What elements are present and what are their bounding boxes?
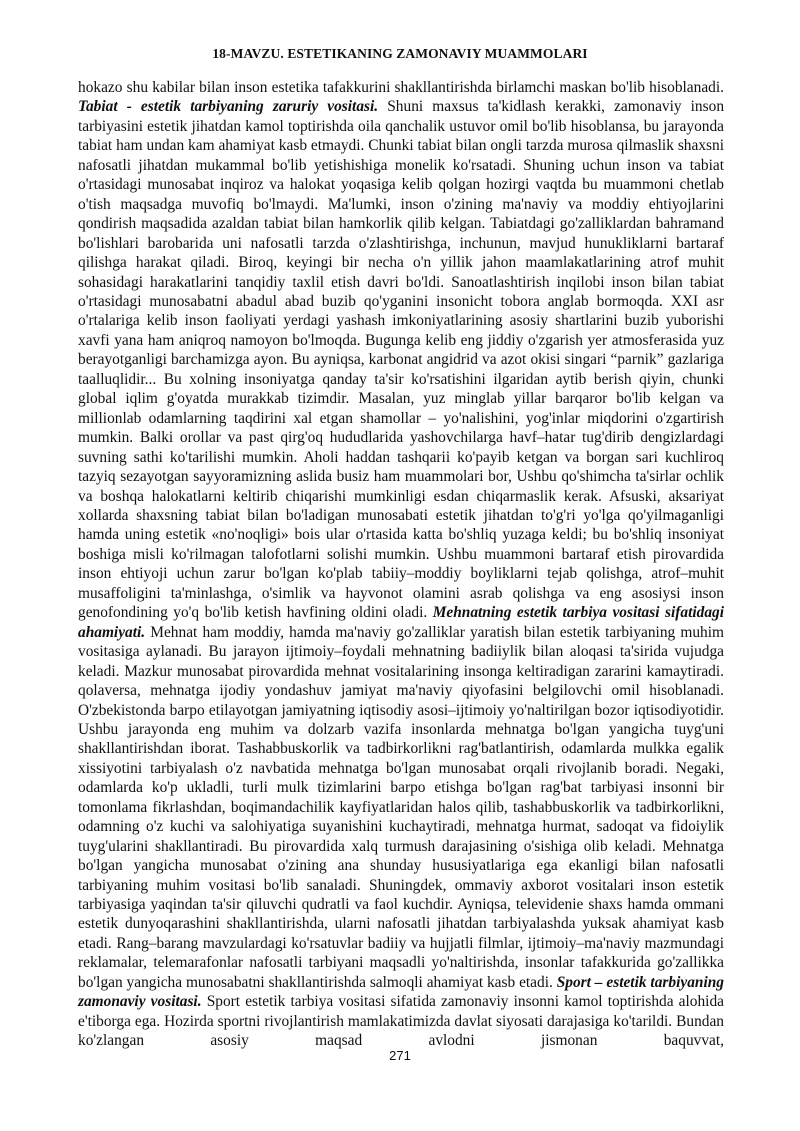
section-heading-labor: Mehnatning estetik tarbiya vositasi sifatidagi ahamiyati. — [78, 604, 724, 641]
page-number: 271 — [389, 1048, 411, 1063]
body-text-segment: Shuni maxsus ta'kidlash kerakki, zamonaviy inson tarbiyasini estetik jihatdan kamol toptirishda oila qanchalik ustuvor omil bo'lib hisoblansa, bu jarayonda tabiat ham undan kam ahamiyat kasb etmaydi. Chunki tabiat bilan ongli tarzda murosa qilmaslik shaxsni nafosatli jihatdan mukammal bo'lib yetishishiga monelik ko'rsatadi. Shuning uchun inson va tabiat o'rtasidagi munosabat inqiroz va halokat yoqasiga kelib qolgan hozirgi vaqtda bu muammoni chetlab o'tish maqsadga muvofiq bo'lmaydi. Ma'lumki, inson o'zining ma'naviy va moddiy ehtiyojlarini qondirish maqsadida azaldan tabiat bilan hamkorlik qilib kelgan. Tabiatdagi go'zalliklardan bahramand bo'lishlari barobarida uni nafosatli tarzda o'zlashtirishga, inchunun, mavjud hunukliklarni bartaraf qilishga harakat qiladi. Biroq, keyingi bir necha o'n yillik jahon maamlakatlarining atrof muhit sohasidagi harakatlarini tanqidiy taxlil etish davri bo'ldi. Sanoatlashtirish inqilobi inson bilan tabiat o'rtasidagi munosabatni abadul abad buzib qo'yganini insonicht tobora anglab bormoqda. XXI asr o'rtalariga kelib inson faoliyati yerdagi yashash imkoniyatlarining asosiy shartlarini buzib yuborishi xavfi yana ham aniqroq namoyon bo'lmoqda. Bugunga kelib eng jiddiy o'zgarish yer atmosferasida yuz berayotganligi barchamizga ayon. Bu ayniqsa, karbonat angidrid va azot okisi singari “parnik” gazlariga taalluqlidir... Bu xolning insoniyatga qanday ta'sir ko'rsatishini ilgaridan aytib berish qiyin, chunki global iqlim g'oyatda murakkab tizimdir. Masalan, yuz minglab yillar barqaror bo'lib kelgan va millionlab odamlarning taqdirini xal etgan shamollar – yo'nalishini, yog'inlar miqdorini o'zgartirish mumkin. Balki orollar va past qirg'oq hududlarida yashovchilarga havf–hatar tug'dirib dengizlardagi suvning sathi ko'tarilishi mumkin. Aholi haddan tashqarii ko'payib ketgan va borgan sari kuchliroq tazyiq sezayotgan sayyoramizning aslida busiz ham muammolari bor, Ushbu qo'shimcha ta'sirlar ochlik va boshqa halokatlarni keltirib chiqarishi mumkinligi esdan chiqarmaslik kerak. Afsuski, aksariyat xollarda shaxsning tabiat bilan bo'ladigan munosabati estetik jihatdan to'g'ri yo'lga qo'yilmaganligi hamda uning estetik «no'noqligi» bois ular o'rtasida katta bo'shliq yuzaga keldi; bu bo'shliq insoniyat boshiga misli ko'rilmagan talofotlarni solishi mumkin. Ushbu muammoni bartaraf etish pirovardida inson ehtiyoji uchun zarur bo'lgan ko'plab tabiiy–moddiy boyliklarni tejab qolishga, atrof–muhit musaffoligini ta'minlashga, o'simlik va hayvonot olamini asrab qolishga va eng asosiysi inson genofondining yo'q bo'lib ketish havfining oldini oladi. — [78, 98, 725, 622]
body-text-segment: hokazo shu kabilar bilan inson estetika tafakkurini shakllantirishda birlamchi maskan bo'lib hisoblanadi. — [78, 79, 724, 96]
section-heading-nature: Tabiat - estetik tarbiyaning zaruriy vositasi. — [78, 98, 379, 116]
body-text — [78, 78, 724, 1051]
body-text-segment: Mehnat ham moddiy, hamda ma'naviy go'zalliklar yaratish bilan estetik tarbiyaning muhim vositasiga aylanadi. Bu jarayon ijtimoiy–foydali mehnatning badiiylik bilan aloqasi ta'sirida vujudga keladi. Mazkur munosabat pirovardida mehnat vositalarining insonga keltiradigan zararini kamaytiradi. qolaversa, mehnatga ijodiy yondashuv jamiyat ma'naviy qiyofasini belgilovchi omil hisoblanadi. O'zbekistonda barpo etilayotgan jamiyatning iqtisodiy asosi–ijtimoiy yo'naltirilgan bozor iqtisodiyotidir. Ushbu jarayonda eng muhim va dolzarb vazifa insonlarda mehnatga bo'lgan yangicha tuyg'uni shakllantirishdan iborat. Tashabbuskorlik va tadbirkorlikni rag'batlantirish, odamlarda mulkka egalik xissiyotini tarbiyalash o'z navbatida mehnatga bo'lgan munosabat orqali rivojlanib boradi. Negaki, odamlarda ko'p ukladli, turli mulk tizimlarini barpo etishga bo'lgan rag'bat tarbiyasi insonni bir tomonlama fikrlashdan, boqimandachilik kayfiyatlaridan halos qilib, tashabbuskorlik va tadbirkorlikni, odamning o'z kuchi va salohiyatiga suyanishini kuchaytiradi, mehnatga hurmat, sadoqat va fidoiylik tuyg'ularini shakllantiradi. Bu pirovardida xalq turmush darajasining o'sishiga olib keladi. Mehnatga bo'lgan yangicha munosabat o'zining ana shunday hususiyatlariga ega ekanligi bilan nafosatli tarbiyaning muhim vositasi bo'lib sanaladi. Shuningdek, ommaviy axborot vositalari inson estetik tarbiyasiga yaqindan ta'sir qiluvchi qudratli va faol kuchdir. Ayniqsa, televidenie shaxs hamda ommani estetik dunyoqarashini shakllantirishda, ularni nafosatli jihatdan tarbiyalashda yuksak ahamiyat kasb etadi. Rang–barang mavzulardagi ko'rsatuvlar badiiy va hujjatli filmlar, ijtimoiy–ma'naviy mazmundagi reklamalar, telemarafonlar nafosatli tarbiyani maqsadli yo'naltirishda, insonlar tafakkurida go'zallikka bo'lgan yangicha munosabatni shakllantirishda salmoqli ahamiyat kasb etadi. — [78, 623, 724, 991]
section-heading-sport: Sport – estetik tarbiyaning zamonaviy vositasi. — [78, 973, 724, 1011]
running-header: 18-MAVZU. ESTETIKANING ZAMONAVIY MUAMMOLARI — [212, 46, 588, 61]
body-text-segment: Sport estetik tarbiya vositasi sifatida zamonaviy insonni kamol toptirishda alohida e'tiborga ega. Hozirda sportni rivojlantirish mamlakatimizda davlat siyosati darajasiga ko'tarildi. Bundan ko'zlangan asosiy maqsad avlodni jismonan baquvvat, — [78, 993, 724, 1050]
